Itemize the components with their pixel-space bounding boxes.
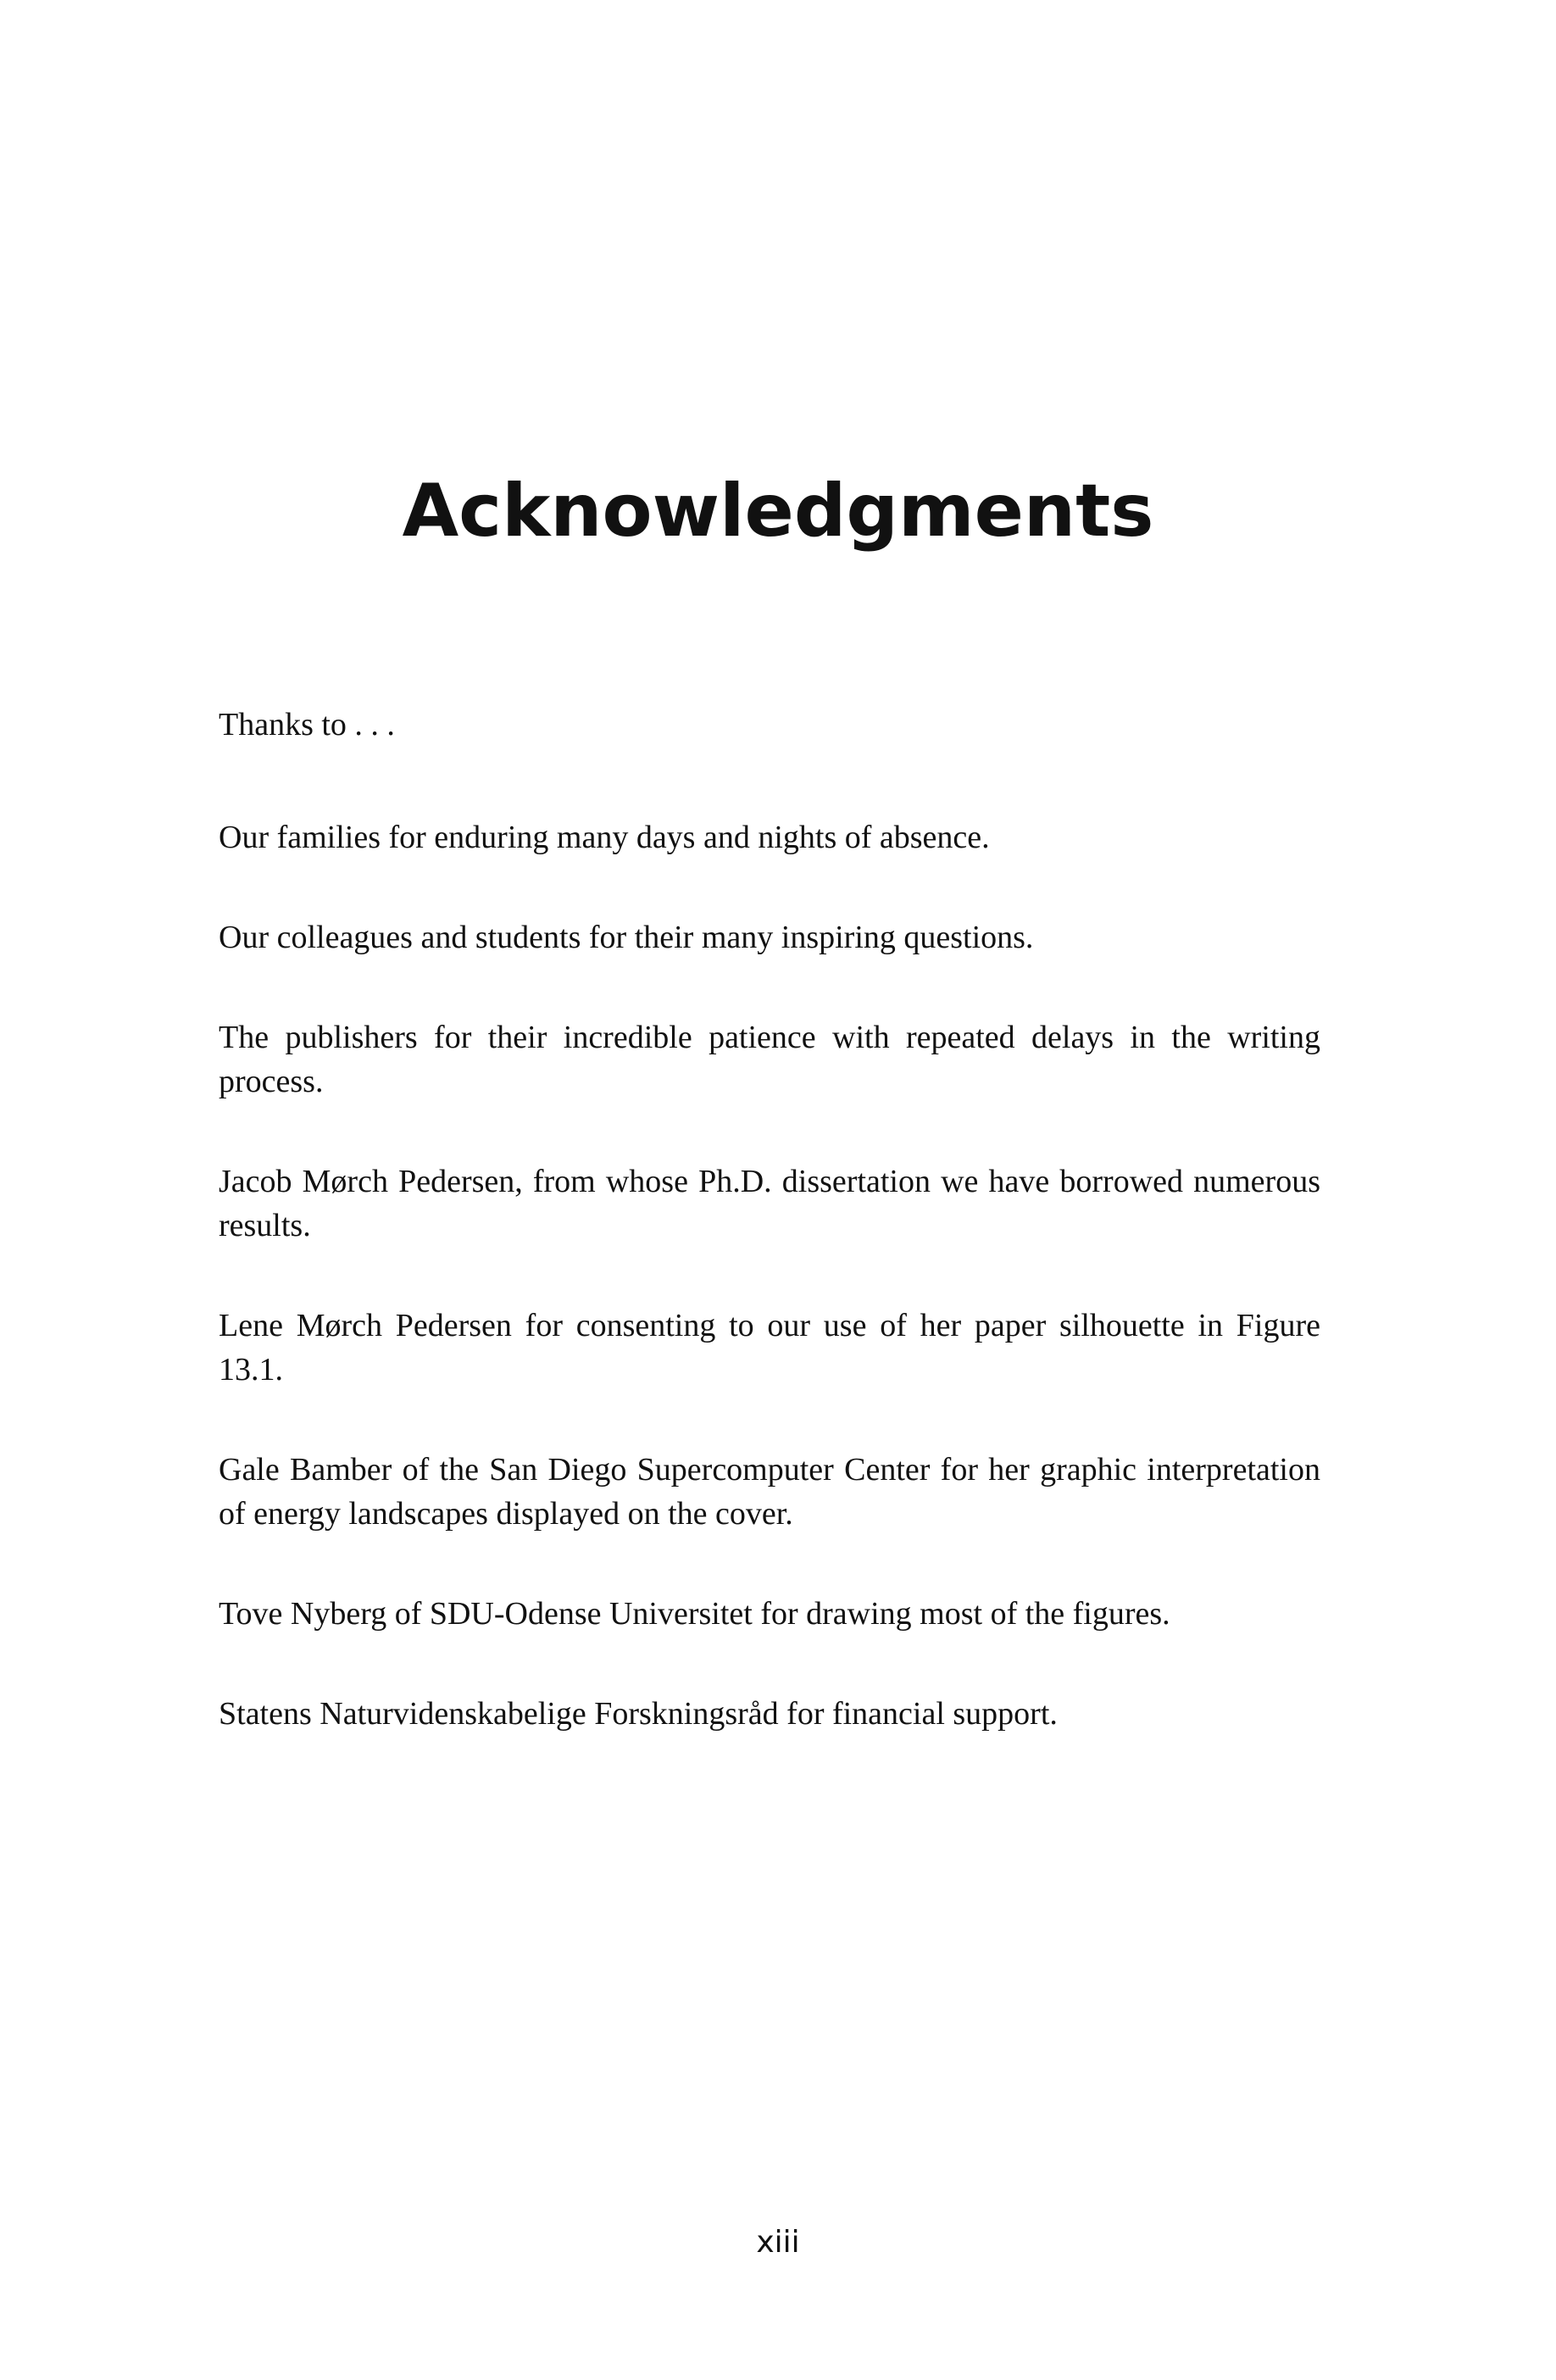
acknowledgment-lene-pedersen: Lene Mørch Pedersen for consenting to our use of her paper silhouette in Figure 13.1. xyxy=(219,1308,1320,1387)
intro-text: Thanks to . . . xyxy=(219,707,395,742)
acknowledgment-funding: Statens Naturvidenskabelige Forskningsråd for financial support. xyxy=(219,1696,1058,1732)
acknowledgment-jacob-pedersen: Jacob Mørch Pedersen, from whose Ph.D. dissertation we have borrowed numerous results. xyxy=(219,1164,1320,1243)
page-title: Acknowledgments xyxy=(402,469,1154,553)
acknowledgment-families: Our families for enduring many days and nights of absence. xyxy=(219,820,990,855)
page-number: xiii xyxy=(756,2225,800,2260)
acknowledgment-tove-nyberg: Tove Nyberg of SDU-Odense Universitet for drawing most of the figures. xyxy=(219,1596,1170,1632)
acknowledgment-list xyxy=(219,815,1320,1792)
acknowledgment-publishers: The publishers for their incredible patience with repeated delays in the writing process. xyxy=(219,1020,1320,1099)
acknowledgment-gale-bamber: Gale Bamber of the San Diego Supercomputer Center for her graphic interpretation of energy landscapes displayed on the cover. xyxy=(219,1452,1320,1532)
acknowledgment-colleagues: Our colleagues and students for their many inspiring questions. xyxy=(219,920,1034,955)
